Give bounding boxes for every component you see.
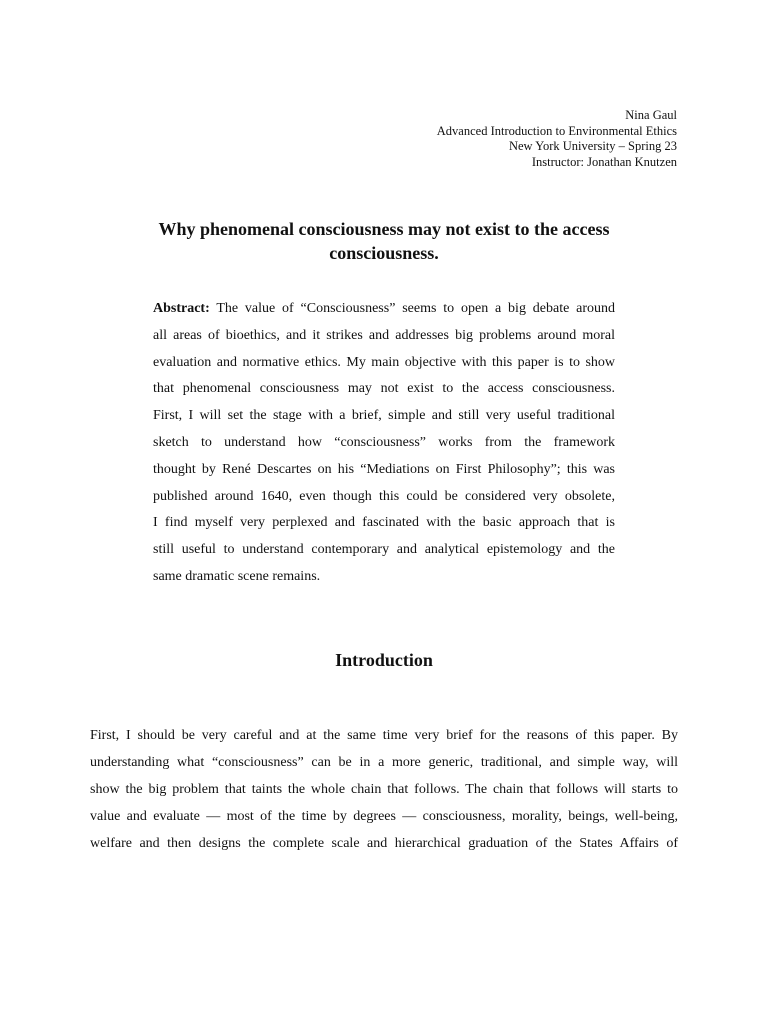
- section-heading-introduction: Introduction: [335, 650, 433, 670]
- abstract-block: [153, 296, 615, 591]
- abstract-line: all areas of bioethics, and it strikes and addresses big problems around moral: [153, 327, 615, 343]
- abstract-line: First, I will set the stage with a brief, simple and still very useful traditional: [153, 408, 615, 424]
- abstract-line: same dramatic scene remains.: [153, 568, 321, 584]
- paragraph-line: understanding what “consciousness” can be in a more generic, traditional, and simple way, will: [90, 755, 678, 770]
- abstract-line: I find myself very perplexed and fascinated with the basic approach that is: [153, 515, 615, 531]
- paragraph-line: First, I should be very careful and at the same time very brief for the reasons of this paper. By: [90, 728, 678, 743]
- paper-title-line-1: Why phenomenal consciousness may not exist to the access: [158, 219, 610, 239]
- abstract-line: published around 1640, even though this could be considered very obsolete,: [153, 488, 615, 504]
- abstract-line: [153, 296, 615, 323]
- abstract-line: thought by René Descartes on his “Mediations on First Philosophy”; this was: [153, 461, 615, 477]
- course-name: Advanced Introduction to Environmental Ethics: [436, 123, 677, 138]
- introduction-paragraph: [90, 722, 678, 857]
- abstract-line-text: The value of “Consciousness” seems to open a big debate around: [209, 301, 615, 316]
- paper-title: [90, 217, 678, 265]
- abstract-line: evaluation and normative ethics. My main objective with this paper is to show: [153, 354, 615, 370]
- paragraph-line: show the big problem that taints the whole chain that follows. The chain that follows will starts to: [90, 782, 678, 797]
- institution-term: New York University – Spring 23: [508, 139, 677, 153]
- author-header: [437, 108, 677, 170]
- paragraph-line: welfare and then designs the complete scale and hierarchical graduation of the States Affairs of: [90, 836, 678, 851]
- author-name: Nina Gaul: [625, 108, 677, 122]
- paper-title-line-2: consciousness.: [329, 243, 439, 263]
- abstract-line: that phenomenal consciousness may not exist to the access consciousness.: [153, 381, 615, 397]
- abstract-line: still useful to understand contemporary and analytical epistemology and the: [153, 542, 615, 558]
- instructor-name: Instructor: Jonathan Knutzen: [531, 154, 677, 169]
- abstract-label: Abstract:: [153, 301, 210, 316]
- abstract-line: sketch to understand how “consciousness” works from the framework: [153, 434, 615, 450]
- paragraph-line: value and evaluate — most of the time by degrees — consciousness, morality, beings, well-being,: [90, 809, 678, 824]
